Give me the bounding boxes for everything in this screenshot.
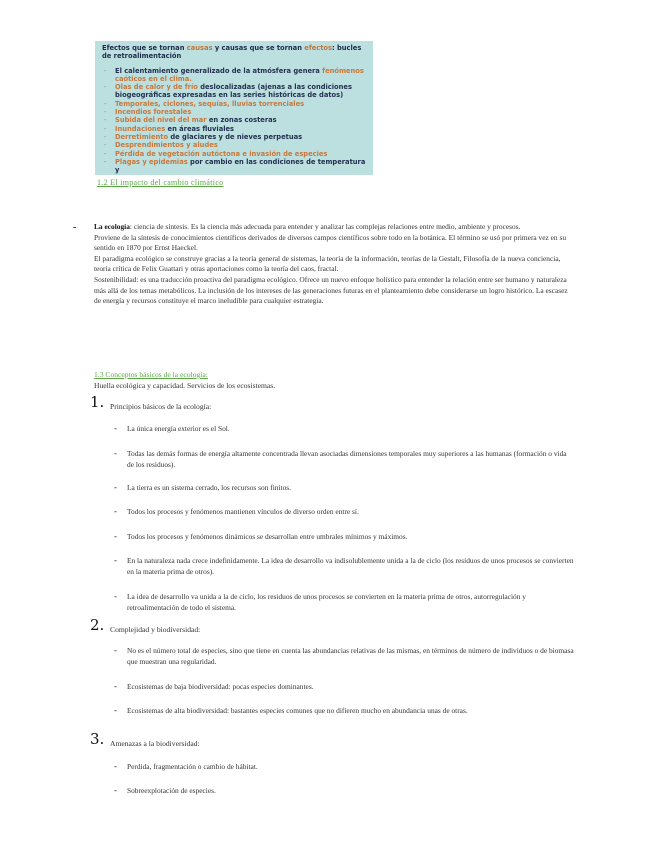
list-item	[114, 705, 574, 716]
list-heading: Amenazas a la biodiversidad:	[110, 739, 200, 748]
list-item	[114, 555, 574, 577]
list-item-text: Ecosistemas de baja biodiversidad: pocas especies dominantes.	[127, 682, 314, 691]
bullet-dash: -	[114, 423, 117, 433]
list-item	[114, 761, 574, 772]
list-item	[114, 423, 574, 434]
feedback-loops-infobox	[95, 41, 373, 175]
list-dash: -	[73, 222, 77, 233]
list-item-text: La única energía exterior es el Sol.	[127, 424, 230, 433]
infobox-item: - Subida del nivel del mar en zonas costeras	[102, 116, 367, 124]
list-item	[114, 591, 574, 613]
list-item	[114, 482, 574, 493]
ecologia-p4: Sostenibilidad: es una traducción proactiva del paradigma ecológico. Ofrece un nuevo enfoque holístico para entender la relación entre ser humano y naturaleza más allá de los temas metabólicos. La inclusión de los intereses de las generaciones futuras en el planteamiento debe considerarse un logro histórico. La escasez de energía y recursos constituye el marco ineludible para cualquier estrategia.	[94, 274, 568, 306]
list-heading: Complejidad y biodiversidad:	[110, 625, 201, 634]
bullet-dash: -	[114, 448, 117, 458]
list-item	[114, 448, 574, 470]
bullet-dash: -	[114, 555, 117, 565]
bullet-dash: -	[114, 785, 117, 795]
list-item-text: Perdida, fragmentación o cambio de hábitat.	[127, 762, 258, 771]
figure-caption[interactable]: 1.2 El impacto del cambio climático	[97, 178, 224, 187]
infobox-item: - El calentamiento generalizado de la atmósfera genera fenómenos caóticos en el clima.	[102, 67, 367, 84]
list-number: 1.	[90, 393, 105, 411]
bullet-dash: -	[114, 645, 117, 655]
bullet-dash: -	[114, 531, 117, 541]
bullet-dash: -	[114, 591, 117, 601]
infobox-item: - Inundaciones en áreas fluviales	[102, 125, 367, 133]
list-item	[114, 681, 574, 692]
section-subtitle: Huella ecológica y capacidad. Servicios de los ecosistemas.	[94, 381, 276, 390]
list-item	[114, 785, 574, 796]
bullet-dash: -	[114, 761, 117, 771]
list-number: 3.	[90, 730, 105, 748]
list-item-text: Todos los procesos y fenómenos dinámicos se desarrollan entre umbrales mínimos y máximos.	[127, 532, 408, 541]
list-item-text: La tierra es un sistema cerrado, los recursos son finitos.	[127, 483, 291, 492]
list-item-text: Sobreexplotación de especies.	[127, 786, 216, 795]
list-heading: Principios básicos de la ecología:	[110, 402, 212, 411]
list-item-text: Ecosistemas de alta biodiversidad: bastantes especies comunes que no difieren mucho en abundancia unas de otras.	[127, 706, 468, 715]
list-item-text: Todas las demás formas de energía altamente concentrada llevan asociadas dimensiones temporales muy superiores a las humanas (formación o vida de los residuos).	[127, 449, 567, 469]
infobox-item: - Incendios forestales	[102, 108, 367, 116]
list-item	[114, 531, 574, 542]
infobox-item: - Plagas y epidemias por cambio en las condiciones de temperatura y	[102, 158, 367, 175]
ecologia-paragraph: La ecología: ciencia de síntesis. Es la ciencia más adecuada para entender y analizar las complejas relaciones entre medio, ambiente y procesos. Proviene de la síntesis de conocimientos científicos derivados de diversos campos científicos sobre todo en la botánica. El término se usó por primera vez en su sentido en 1870 por Ernst Haeckel. El paradigma ecológico se construye gracias a la teoría general de sistemas, la teoría de la información, teorías de la Gestalt, Filosofía de la nueva conciencia, teoría crítica de Felix Guattari y otras aportaciones como la teoría del caos, fractal. Sostenibilidad: es una traducción proactiva del paradigma ecológico. Ofrece un nuevo enfoque holístico para entender la relación entre ser humano y naturaleza más allá de los temas metabólicos. La inclusión de los intereses de las generaciones futuras en el planteamiento debe considerarse un logro histórico. La escasez de energía y recursos constituye el marco ineludible para cualquier estrategia.	[94, 222, 574, 307]
infobox-item: - Temporales, ciclones, sequías, lluvias torrenciales	[102, 100, 367, 108]
ecologia-p2: Proviene de la síntesis de conocimientos científicos derivados de diversos campos científicos sobre todo en la botánica. El término se usó por primera vez en su sentido en 1870 por Ernst Haeckel.	[94, 232, 567, 253]
bullet-dash: -	[114, 705, 117, 715]
list-item	[114, 645, 574, 667]
infobox-item: - Desprendimientos y aludes	[102, 141, 367, 149]
infobox-item: - Olas de calor y de frío deslocalizadas (ajenas a las condiciones biogeográficas expresadas en las series históricas de datos)	[102, 83, 367, 100]
bullet-dash: -	[114, 506, 117, 516]
infobox-item: - Derretimiento de glaciares y de nieves perpetuas	[102, 133, 367, 141]
infobox-list	[102, 67, 367, 175]
list-number: 2.	[90, 616, 105, 634]
list-item	[114, 506, 574, 517]
ecologia-p3: El paradigma ecológico se construye gracias a la teoría general de sistemas, la teoría de la información, teorías de la Gestalt, Filosofía de la nueva conciencia, teoría crítica de Felix Guattari y otras aportaciones como la teoría del caos, fractal.	[94, 253, 561, 274]
list-item-text: En la naturaleza nada crece indefinidamente. La idea de desarrollo va indisolublemente unida a la de ciclo (los residuos de unos procesos se convierten en la materia prima de otros).	[127, 556, 574, 576]
infobox-item: - Pérdida de vegetación autóctona e invasión de especies	[102, 150, 367, 158]
bullet-dash: -	[114, 681, 117, 691]
list-item-text: La idea de desarrollo va unida a la de ciclo, los residuos de unos procesos se convierten en la materia prima de otros, autorregulación y retroalimentación de todo el sistema.	[127, 592, 526, 612]
list-item-text: No es el número total de especies, sino que tiene en cuenta las abundancias relativas de las mismas, en términos de número de individuos o de biomasa que muestran una regularidad.	[127, 646, 574, 666]
infobox-title: Efectos que se tornan causas y causas que se tornan efectos: bucles de retroalimentación	[102, 44, 362, 61]
list-item-text: Todos los procesos y fenómenos mantienen vínculos de diverso orden entre sí.	[127, 507, 359, 516]
ecologia-lead: La ecología	[94, 222, 130, 231]
section-heading[interactable]: 1.3 Conceptos básicos de la ecología:	[94, 370, 208, 379]
bullet-dash: -	[114, 482, 117, 492]
